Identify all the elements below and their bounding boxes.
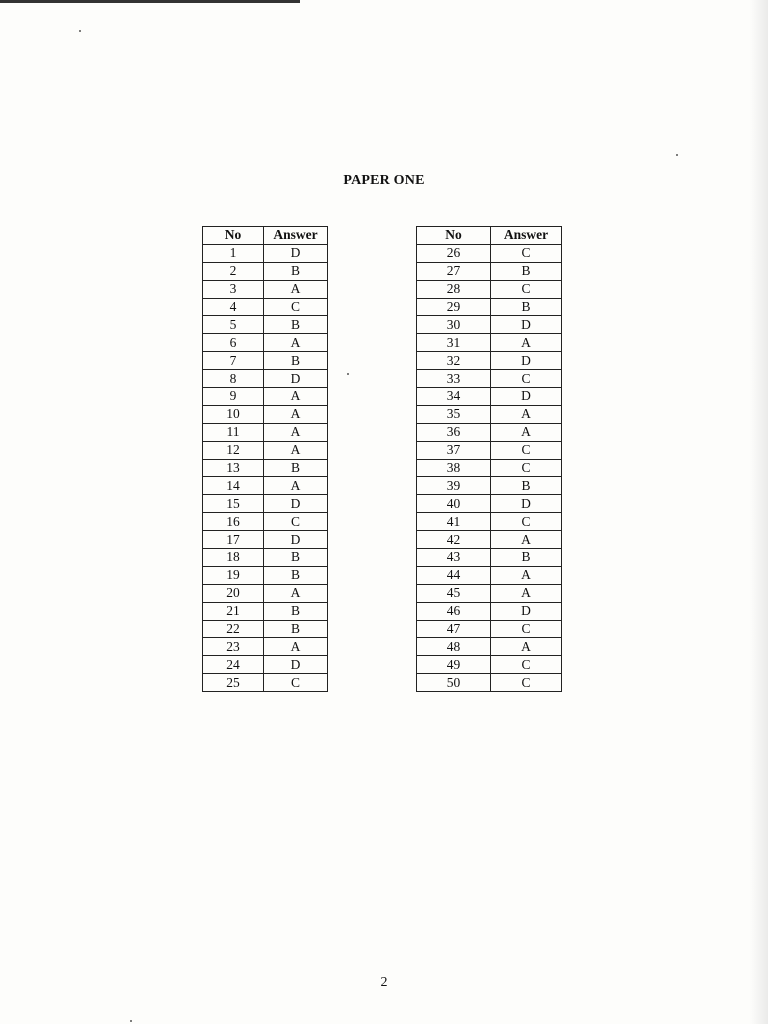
question-number-cell: 27 <box>417 262 491 280</box>
question-number-cell: 34 <box>417 388 491 406</box>
table-row <box>203 620 328 638</box>
question-number-cell: 24 <box>203 656 264 674</box>
question-number-cell: 20 <box>203 584 264 602</box>
question-number-cell: 14 <box>203 477 264 495</box>
answer-cell: B <box>264 620 328 638</box>
question-number-cell: 5 <box>203 316 264 334</box>
table-row <box>417 495 562 513</box>
answer-cell: D <box>264 531 328 549</box>
column-header-no: No <box>203 227 264 245</box>
table-row <box>417 280 562 298</box>
answer-cell: C <box>491 656 562 674</box>
question-number-cell: 32 <box>417 352 491 370</box>
table-row <box>417 459 562 477</box>
table-row <box>417 620 562 638</box>
question-number-cell: 31 <box>417 334 491 352</box>
question-number-cell: 3 <box>203 280 264 298</box>
question-number-cell: 43 <box>417 549 491 567</box>
answer-cell: C <box>491 280 562 298</box>
table-row <box>417 656 562 674</box>
table-row <box>203 459 328 477</box>
table-row <box>417 513 562 531</box>
table-row <box>203 566 328 584</box>
question-number-cell: 19 <box>203 566 264 584</box>
answer-cell: A <box>491 334 562 352</box>
question-number-cell: 18 <box>203 549 264 567</box>
question-number-cell: 38 <box>417 459 491 477</box>
table-row <box>417 388 562 406</box>
table-row <box>417 262 562 280</box>
scan-speck <box>79 30 81 32</box>
answer-cell: A <box>264 388 328 406</box>
answer-cell: A <box>264 477 328 495</box>
answer-cell: D <box>491 388 562 406</box>
table-row <box>417 602 562 620</box>
table-row <box>203 262 328 280</box>
question-number-cell: 44 <box>417 566 491 584</box>
answer-cell: A <box>264 405 328 423</box>
answer-cell: A <box>491 423 562 441</box>
answer-cell: C <box>264 513 328 531</box>
answer-cell: B <box>264 459 328 477</box>
answer-cell: B <box>264 352 328 370</box>
table-row <box>417 405 562 423</box>
column-header-no: No <box>417 227 491 245</box>
answer-cell: D <box>264 656 328 674</box>
question-number-cell: 42 <box>417 531 491 549</box>
question-number-cell: 47 <box>417 620 491 638</box>
answer-cell: D <box>264 370 328 388</box>
page-title: PAPER ONE <box>343 173 425 188</box>
table-row <box>203 405 328 423</box>
table-header-row <box>203 227 328 245</box>
answer-cell: B <box>264 316 328 334</box>
question-number-cell: 7 <box>203 352 264 370</box>
answer-cell: C <box>491 674 562 692</box>
question-number-cell: 2 <box>203 262 264 280</box>
table-row <box>417 316 562 334</box>
question-number-cell: 23 <box>203 638 264 656</box>
table-row <box>203 316 328 334</box>
answer-cell: B <box>264 566 328 584</box>
table-row <box>203 298 328 316</box>
table-row <box>203 477 328 495</box>
table-row <box>203 638 328 656</box>
table-row <box>203 244 328 262</box>
question-number-cell: 35 <box>417 405 491 423</box>
answer-cell: A <box>264 638 328 656</box>
question-number-cell: 16 <box>203 513 264 531</box>
answer-cell: D <box>491 602 562 620</box>
table-row <box>203 370 328 388</box>
answer-cell: D <box>491 495 562 513</box>
answer-cell: A <box>491 531 562 549</box>
table-row <box>417 531 562 549</box>
question-number-cell: 4 <box>203 298 264 316</box>
question-number-cell: 26 <box>417 244 491 262</box>
table-row <box>417 334 562 352</box>
answer-cell: B <box>491 477 562 495</box>
table-row <box>203 531 328 549</box>
table-row <box>203 674 328 692</box>
scan-speck <box>676 154 678 156</box>
question-number-cell: 21 <box>203 602 264 620</box>
question-number-cell: 49 <box>417 656 491 674</box>
scan-top-edge <box>0 0 300 3</box>
answer-cell: B <box>264 602 328 620</box>
table-row <box>203 388 328 406</box>
question-number-cell: 8 <box>203 370 264 388</box>
question-number-cell: 12 <box>203 441 264 459</box>
answer-cell: A <box>491 638 562 656</box>
table-row <box>203 334 328 352</box>
table-row <box>203 656 328 674</box>
answer-cell: A <box>264 423 328 441</box>
answer-cell: C <box>264 298 328 316</box>
column-header-answer: Answer <box>264 227 328 245</box>
table-row <box>203 352 328 370</box>
answer-cell: D <box>491 316 562 334</box>
table-row <box>417 441 562 459</box>
table-row <box>417 638 562 656</box>
scan-speck <box>347 373 349 375</box>
question-number-cell: 37 <box>417 441 491 459</box>
table-row <box>203 280 328 298</box>
table-row <box>417 549 562 567</box>
table-row <box>417 370 562 388</box>
table-row <box>417 584 562 602</box>
answer-cell: C <box>491 513 562 531</box>
answer-cell: C <box>491 620 562 638</box>
table-row <box>417 477 562 495</box>
page-number: 2 <box>380 975 388 990</box>
question-number-cell: 28 <box>417 280 491 298</box>
answer-cell: A <box>264 334 328 352</box>
column-header-answer: Answer <box>491 227 562 245</box>
table-row <box>203 441 328 459</box>
question-number-cell: 15 <box>203 495 264 513</box>
table-row <box>417 244 562 262</box>
table-row <box>203 549 328 567</box>
question-number-cell: 11 <box>203 423 264 441</box>
question-number-cell: 1 <box>203 244 264 262</box>
question-number-cell: 17 <box>203 531 264 549</box>
answer-cell: C <box>491 441 562 459</box>
table-row <box>417 298 562 316</box>
answer-cell: A <box>491 566 562 584</box>
answer-table-left <box>202 226 328 692</box>
question-number-cell: 40 <box>417 495 491 513</box>
question-number-cell: 22 <box>203 620 264 638</box>
question-number-cell: 30 <box>417 316 491 334</box>
question-number-cell: 29 <box>417 298 491 316</box>
answer-cell: C <box>491 370 562 388</box>
question-number-cell: 36 <box>417 423 491 441</box>
answer-cell: C <box>491 244 562 262</box>
answer-cell: B <box>491 298 562 316</box>
question-number-cell: 10 <box>203 405 264 423</box>
table-row <box>203 495 328 513</box>
question-number-cell: 41 <box>417 513 491 531</box>
answer-cell: C <box>264 674 328 692</box>
table-row <box>417 352 562 370</box>
answer-table-right <box>416 226 562 692</box>
answer-cell: A <box>264 584 328 602</box>
answer-cell: B <box>264 262 328 280</box>
answer-cell: D <box>491 352 562 370</box>
table-row <box>203 423 328 441</box>
question-number-cell: 39 <box>417 477 491 495</box>
answer-cell: B <box>491 549 562 567</box>
question-number-cell: 45 <box>417 584 491 602</box>
table-row <box>203 513 328 531</box>
answer-cell: C <box>491 459 562 477</box>
answer-cell: A <box>491 405 562 423</box>
answer-cell: A <box>491 584 562 602</box>
scan-speck <box>130 1020 132 1022</box>
question-number-cell: 50 <box>417 674 491 692</box>
question-number-cell: 33 <box>417 370 491 388</box>
question-number-cell: 25 <box>203 674 264 692</box>
table-row <box>203 602 328 620</box>
table-row <box>417 423 562 441</box>
answer-cell: D <box>264 495 328 513</box>
table-row <box>417 566 562 584</box>
table-row <box>417 674 562 692</box>
answer-cell: D <box>264 244 328 262</box>
question-number-cell: 46 <box>417 602 491 620</box>
question-number-cell: 6 <box>203 334 264 352</box>
table-row <box>203 584 328 602</box>
answer-cell: B <box>491 262 562 280</box>
question-number-cell: 9 <box>203 388 264 406</box>
answer-cell: A <box>264 280 328 298</box>
table-header-row <box>417 227 562 245</box>
answer-cell: A <box>264 441 328 459</box>
question-number-cell: 48 <box>417 638 491 656</box>
answer-cell: B <box>264 549 328 567</box>
scan-right-shadow <box>750 0 768 1024</box>
question-number-cell: 13 <box>203 459 264 477</box>
